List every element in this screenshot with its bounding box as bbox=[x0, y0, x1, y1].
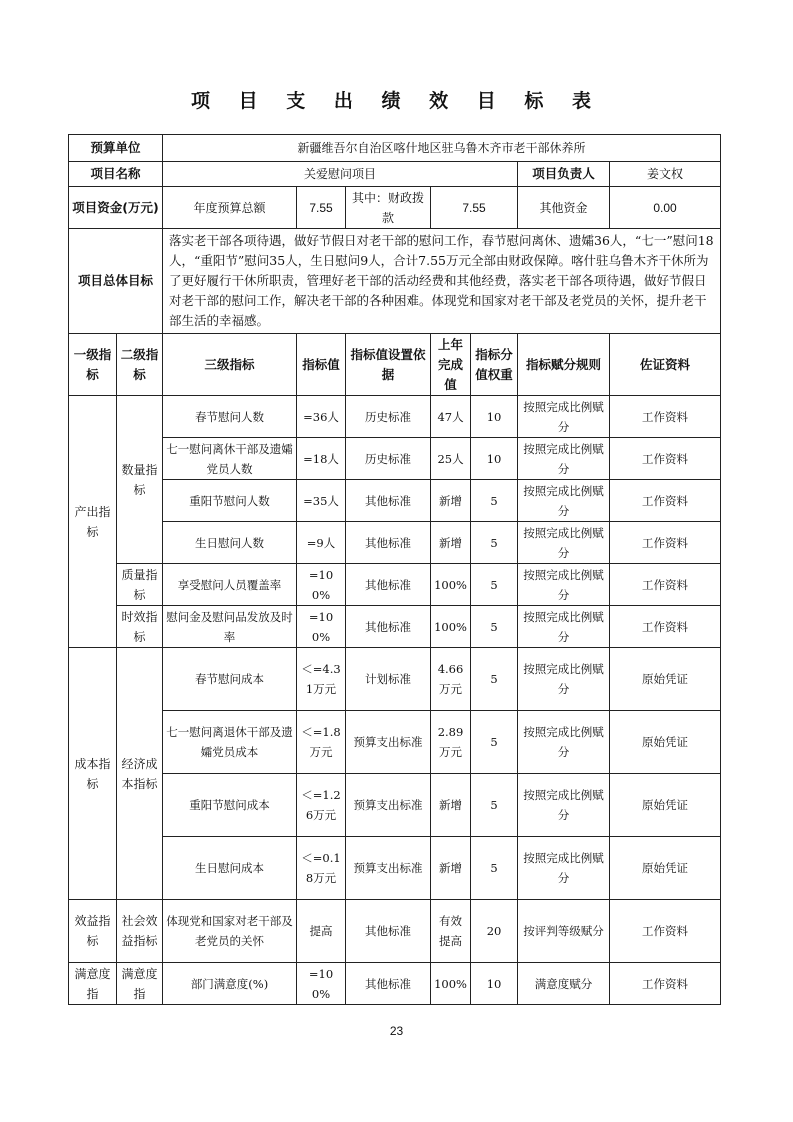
indicator-rule: 按照完成比例赋分 bbox=[518, 480, 610, 522]
col-evidence: 佐证资料 bbox=[610, 334, 721, 396]
indicator-basis: 计划标准 bbox=[346, 648, 431, 711]
indicator-rule: 按照完成比例赋分 bbox=[518, 606, 610, 648]
other-funds-value: 0.00 bbox=[610, 187, 721, 229]
indicator-name: 重阳节慰问人数 bbox=[163, 480, 297, 522]
indicator-evidence: 工作资料 bbox=[610, 396, 721, 438]
table-row bbox=[69, 480, 721, 522]
indicator-value: =9人 bbox=[297, 522, 346, 564]
indicator-weight: 5 bbox=[471, 711, 518, 774]
indicator-rule: 按照完成比例赋分 bbox=[518, 522, 610, 564]
indicator-last: 100% bbox=[431, 606, 471, 648]
table-row bbox=[69, 606, 721, 648]
indicator-name: 体现党和国家对老干部及老党员的关怀 bbox=[163, 900, 297, 963]
fiscal-label: 其中：财政拨款 bbox=[346, 187, 431, 229]
group-quantity: 数量指标 bbox=[117, 396, 163, 564]
indicator-basis: 预算支出标准 bbox=[346, 837, 431, 900]
indicator-basis: 预算支出标准 bbox=[346, 711, 431, 774]
goal-text: 落实老干部各项待遇，做好节假日对老干部的慰问工作，春节慰问离休、遗孀36人，“七一”慰问18人，“重阳节”慰问35人，生日慰问9人，合计7.55万元全部由财政保障。喀什驻乌鲁木齐干休所为了更好履行干休所职责，管理好老干部的活动经费和其他经费，落实老干部各项待遇，做好节假日对老干部的慰问工作，解决老干部的各种困难。体现党和国家对老干部及老党员的关怀，提升老干部生活的幸福感。 bbox=[163, 229, 721, 334]
indicator-evidence: 工作资料 bbox=[610, 900, 721, 963]
group-benefit: 效益指标 bbox=[69, 900, 117, 963]
funds-row bbox=[69, 187, 721, 229]
indicator-value: =100% bbox=[297, 963, 346, 1005]
indicator-rule: 按照完成比例赋分 bbox=[518, 396, 610, 438]
indicator-evidence: 工作资料 bbox=[610, 963, 721, 1005]
indicator-weight: 20 bbox=[471, 900, 518, 963]
indicator-evidence: 工作资料 bbox=[610, 480, 721, 522]
funds-label: 项目资金(万元) bbox=[69, 187, 163, 229]
indicator-basis: 历史标准 bbox=[346, 438, 431, 480]
indicator-weight: 5 bbox=[471, 837, 518, 900]
group-quality: 质量指标 bbox=[117, 564, 163, 606]
indicator-rule: 按照完成比例赋分 bbox=[518, 711, 610, 774]
indicator-last: 47人 bbox=[431, 396, 471, 438]
indicator-value: =35人 bbox=[297, 480, 346, 522]
indicator-value: ＜=1.26万元 bbox=[297, 774, 346, 837]
project-name-value: 关爱慰问项目 bbox=[163, 162, 518, 187]
table-row bbox=[69, 774, 721, 837]
project-name-label: 项目名称 bbox=[69, 162, 163, 187]
indicator-evidence: 原始凭证 bbox=[610, 711, 721, 774]
indicator-weight: 5 bbox=[471, 606, 518, 648]
group-cost: 成本指标 bbox=[69, 648, 117, 900]
indicator-value: =18人 bbox=[297, 438, 346, 480]
indicator-evidence: 原始凭证 bbox=[610, 648, 721, 711]
indicator-value: ＜=1.8万元 bbox=[297, 711, 346, 774]
indicator-value: 提高 bbox=[297, 900, 346, 963]
goal-row bbox=[69, 229, 721, 334]
owner-label: 项目负责人 bbox=[518, 162, 610, 187]
indicator-value: ＜=0.18万元 bbox=[297, 837, 346, 900]
table-row bbox=[69, 564, 721, 606]
indicator-last: 新增 bbox=[431, 522, 471, 564]
column-header-row bbox=[69, 334, 721, 396]
indicator-rule: 按照完成比例赋分 bbox=[518, 648, 610, 711]
table-row bbox=[69, 438, 721, 480]
indicator-value: =100% bbox=[297, 606, 346, 648]
budget-unit-value: 新疆维吾尔自治区喀什地区驻乌鲁木齐市老干部休养所 bbox=[163, 135, 721, 162]
table-row bbox=[69, 396, 721, 438]
budget-unit-row bbox=[69, 135, 721, 162]
indicator-basis: 其他标准 bbox=[346, 522, 431, 564]
page-title: 项 目 支 出 绩 效 目 标 表 bbox=[191, 90, 602, 112]
indicator-basis: 预算支出标准 bbox=[346, 774, 431, 837]
indicator-value: =36人 bbox=[297, 396, 346, 438]
indicator-last: 有效提高 bbox=[431, 900, 471, 963]
indicator-basis: 其他标准 bbox=[346, 606, 431, 648]
indicator-last: 100% bbox=[431, 963, 471, 1005]
indicator-rule: 按照完成比例赋分 bbox=[518, 837, 610, 900]
indicator-last: 2.89万元 bbox=[431, 711, 471, 774]
page-number: 23 bbox=[389, 1024, 404, 1038]
indicator-basis: 其他标准 bbox=[346, 963, 431, 1005]
indicator-basis: 历史标准 bbox=[346, 396, 431, 438]
indicator-rule: 按照完成比例赋分 bbox=[518, 564, 610, 606]
table-row bbox=[69, 711, 721, 774]
indicator-rule: 满意度赋分 bbox=[518, 963, 610, 1005]
indicator-basis: 其他标准 bbox=[346, 564, 431, 606]
group-timeliness: 时效指标 bbox=[117, 606, 163, 648]
budget-unit-label: 预算单位 bbox=[69, 135, 163, 162]
indicator-last: 4.66万元 bbox=[431, 648, 471, 711]
owner-value: 姜文权 bbox=[610, 162, 721, 187]
indicator-last: 100% bbox=[431, 564, 471, 606]
indicator-weight: 5 bbox=[471, 774, 518, 837]
fiscal-value: 7.55 bbox=[431, 187, 518, 229]
indicator-weight: 10 bbox=[471, 963, 518, 1005]
table-row bbox=[69, 900, 721, 963]
indicator-weight: 5 bbox=[471, 522, 518, 564]
col-value: 指标值 bbox=[297, 334, 346, 396]
indicator-rule: 按照完成比例赋分 bbox=[518, 438, 610, 480]
indicator-name: 生日慰问成本 bbox=[163, 837, 297, 900]
indicator-evidence: 原始凭证 bbox=[610, 837, 721, 900]
indicator-last: 新增 bbox=[431, 480, 471, 522]
group-social-benefit: 社会效益指标 bbox=[117, 900, 163, 963]
indicator-evidence: 工作资料 bbox=[610, 522, 721, 564]
indicator-evidence: 工作资料 bbox=[610, 564, 721, 606]
group-output: 产出指标 bbox=[69, 396, 117, 648]
indicator-last: 25人 bbox=[431, 438, 471, 480]
indicator-name: 七一慰问离退休干部及遗孀党员成本 bbox=[163, 711, 297, 774]
indicator-rule: 按评判等级赋分 bbox=[518, 900, 610, 963]
other-funds-label: 其他资金 bbox=[518, 187, 610, 229]
indicator-name: 享受慰问人员覆盖率 bbox=[163, 564, 297, 606]
indicator-name: 春节慰问人数 bbox=[163, 396, 297, 438]
table-row bbox=[69, 963, 721, 1005]
indicator-name: 春节慰问成本 bbox=[163, 648, 297, 711]
annual-budget-label: 年度预算总额 bbox=[163, 187, 297, 229]
table-row bbox=[69, 522, 721, 564]
indicator-last: 新增 bbox=[431, 837, 471, 900]
group-satisfaction: 满意度指 bbox=[69, 963, 117, 1005]
indicator-evidence: 工作资料 bbox=[610, 438, 721, 480]
indicator-weight: 10 bbox=[471, 396, 518, 438]
performance-table bbox=[68, 134, 721, 1005]
indicator-value: =100% bbox=[297, 564, 346, 606]
indicator-rule: 按照完成比例赋分 bbox=[518, 774, 610, 837]
indicator-weight: 5 bbox=[471, 564, 518, 606]
indicator-name: 慰问金及慰问品发放及时率 bbox=[163, 606, 297, 648]
indicator-evidence: 工作资料 bbox=[610, 606, 721, 648]
annual-budget-value: 7.55 bbox=[297, 187, 346, 229]
indicator-name: 生日慰问人数 bbox=[163, 522, 297, 564]
indicator-value: ＜=4.31万元 bbox=[297, 648, 346, 711]
col-level1: 一级指标 bbox=[69, 334, 117, 396]
indicator-evidence: 原始凭证 bbox=[610, 774, 721, 837]
indicator-basis: 其他标准 bbox=[346, 480, 431, 522]
indicator-basis: 其他标准 bbox=[346, 900, 431, 963]
indicator-weight: 5 bbox=[471, 648, 518, 711]
group-economic-cost: 经济成本指标 bbox=[117, 648, 163, 900]
col-weight: 指标分值权重 bbox=[471, 334, 518, 396]
col-basis: 指标值设置依据 bbox=[346, 334, 431, 396]
indicator-weight: 10 bbox=[471, 438, 518, 480]
indicator-name: 七一慰问离休干部及遗孀党员人数 bbox=[163, 438, 297, 480]
group-satisfaction-sub: 满意度指 bbox=[117, 963, 163, 1005]
col-level2: 二级指标 bbox=[117, 334, 163, 396]
col-last-year: 上年完成值 bbox=[431, 334, 471, 396]
indicator-name: 部门满意度(%) bbox=[163, 963, 297, 1005]
table-row bbox=[69, 648, 721, 711]
goal-label: 项目总体目标 bbox=[69, 229, 163, 334]
col-rule: 指标赋分规则 bbox=[518, 334, 610, 396]
project-name-row bbox=[69, 162, 721, 187]
indicator-name: 重阳节慰问成本 bbox=[163, 774, 297, 837]
col-level3: 三级指标 bbox=[163, 334, 297, 396]
indicator-last: 新增 bbox=[431, 774, 471, 837]
table-row bbox=[69, 837, 721, 900]
indicator-weight: 5 bbox=[471, 480, 518, 522]
